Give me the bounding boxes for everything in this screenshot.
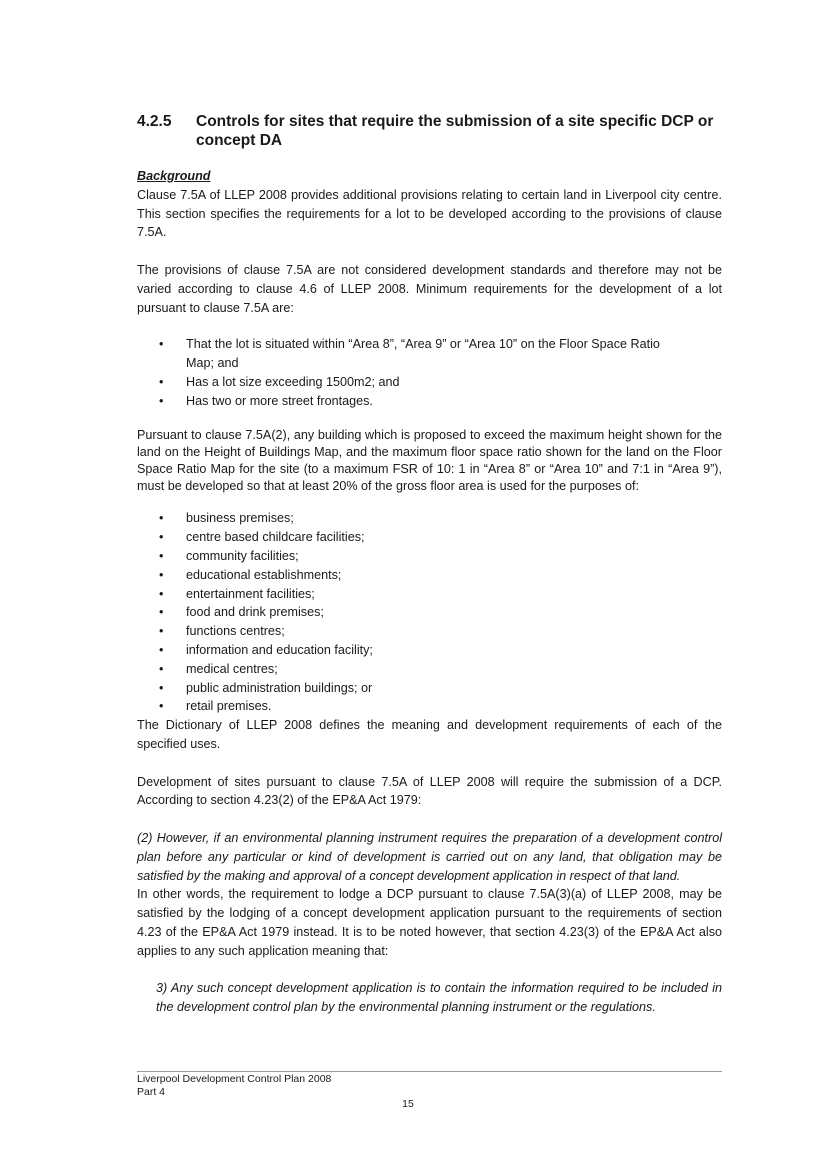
bullet-icon: • [159,567,164,582]
footer-divider [137,1071,722,1072]
bullet-icon: • [159,374,164,389]
paragraph-3: Pursuant to clause 7.5A(2), any building which is proposed to exceed the maximum height shown for the land on the Height of Buildings Map, and the maximum floor space ratio shown for the land on the Floor Space Ratio Map for the site (to a maximum FSR of 10: 1 in “Area 8” or “Area 10” and 7:1 in “Area 9”), must be developed so that at least 20% of the gross floor area is used for the purposes of: [137,427,722,494]
paragraph-7: In other words, the requirement to lodge a DCP pursuant to clause 7.5A(3)(a) of LLEP 2008, may be satisfied by the lodging of a concept development application pursuant to the requirements of section 4.23 of the EP&A Act 1979 instead. It is to be noted however, that section 4.23(3) of the EP&A Act also applies to any such application meaning that: [137,887,722,958]
paragraph-2: The provisions of clause 7.5A are not considered development standards and therefore may not be varied according to clause 4.6 of LLEP 2008. Minimum requirements for the development of a lot pursuant to clause 7.5A are: [137,262,722,315]
list-item: • food and drink premises; [137,603,722,622]
bullet-icon: • [159,605,164,620]
list-item: • educational establishments; [137,566,722,585]
list-item: • Has two or more street frontages. [137,392,722,411]
bullet-icon: • [159,661,164,676]
footer-document-title: Liverpool Development Control Plan 2008 [137,1073,332,1085]
list-item: • information and education facility; [137,641,722,660]
bullet-icon: • [159,624,164,639]
background-subheading: Background [137,169,211,183]
section-number: 4.2.5 [137,113,172,130]
requirements-list [137,335,722,410]
paragraph-1: Clause 7.5A of LLEP 2008 provides additional provisions relating to certain land in Liverpool city centre. This section specifies the requirements for a lot to be developed according to the provisions of clause 7.5A. [137,187,722,240]
section-title: Controls for sites that require the submission of a site specific DCP or concept DA [196,113,714,149]
list-item: • medical centres; [137,660,722,679]
quoted-subsection-3: 3) Any such concept development application is to contain the information required to be included in the development control plan by the environmental planning instrument or the regulations. [156,981,722,1015]
paragraph-5: Development of sites pursuant to clause 7.5A of LLEP 2008 will require the submission of a DCP. According to section 4.23(2) of the EP&A Act 1979: [137,774,722,808]
page-footer [137,1073,722,1099]
list-item: • community facilities; [137,547,722,566]
bullet-icon: • [159,548,164,563]
list-item: • Has a lot size exceeding 1500m2; and [137,373,722,392]
bullet-icon: • [159,699,164,714]
list-item: • That the lot is situated within “Area 8”, “Area 9” or “Area 10” on the Floor Space Ratio Map; and [159,337,660,371]
bullet-icon: • [159,337,164,352]
bullet-icon: • [159,530,164,545]
bullet-icon: • [159,642,164,657]
bullet-icon: • [159,393,164,408]
list-item: • public administration buildings; or [137,679,722,698]
list-item: • functions centres; [137,622,722,641]
list-item: • retail premises. [137,697,722,716]
paragraph-4: The Dictionary of LLEP 2008 defines the meaning and development requirements of each of the specified uses. [137,718,722,751]
bullet-icon: • [159,680,164,695]
page-number: 15 [402,1098,414,1110]
list-item: • entertainment facilities; [137,585,722,604]
bullet-icon: • [159,511,164,526]
list-item: • centre based childcare facilities; [137,528,722,547]
uses-list [137,509,722,716]
footer-part: Part 4 [137,1086,166,1098]
quoted-subsection-2: (2) However, if an environmental planning instrument requires the preparation of a development control plan before any particular or kind of development is carried out on any land, that obligation may be satisfied by the making and approval of a concept development application in respect of that land. [137,830,722,883]
list-item: • business premises; [137,509,722,528]
bullet-icon: • [159,586,164,601]
document-body [137,167,722,1017]
